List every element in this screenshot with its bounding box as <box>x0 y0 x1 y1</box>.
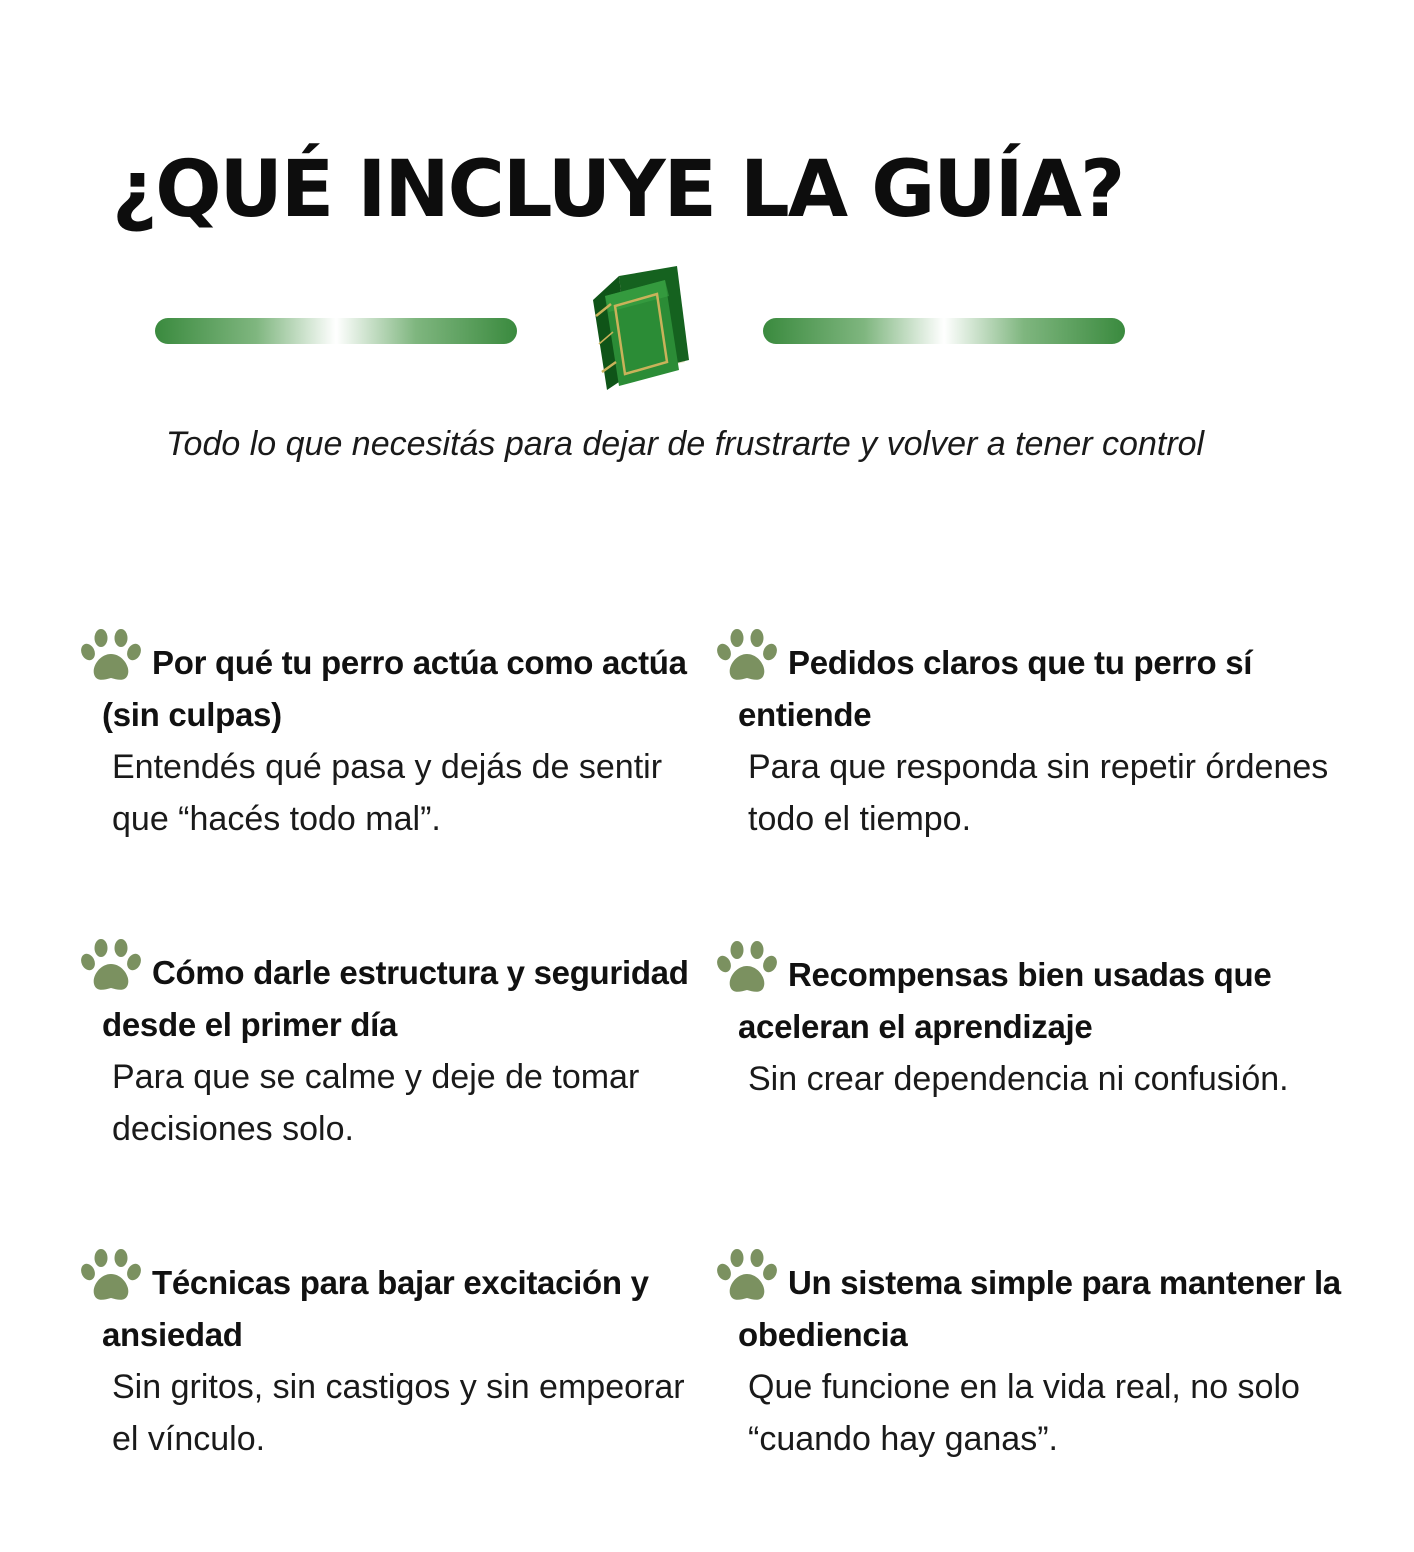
feature-body: Sin gritos, sin castigos y sin empeorar el vínculo. <box>112 1368 685 1458</box>
feature-item <box>738 628 1388 845</box>
feature-body: Para que se calme y deje de tomar decisiones solo. <box>112 1058 640 1148</box>
book-icon <box>585 266 691 392</box>
divider-bar-right <box>763 318 1125 344</box>
paw-print-icon <box>716 1248 778 1304</box>
feature-heading <box>102 1248 692 1361</box>
feature-item <box>738 940 1378 1105</box>
paw-print-icon <box>80 628 142 684</box>
feature-body: Que funcione en la vida real, no solo “cuando hay ganas”. <box>748 1368 1300 1458</box>
feature-heading <box>738 628 1388 741</box>
feature-heading-text: Por qué tu perro actúa como actúa (sin culpas) <box>102 644 687 733</box>
feature-body: Entendés qué pasa y dejás de sentir que “hacés todo mal”. <box>112 748 663 838</box>
feature-heading-text: Cómo darle estructura y seguridad desde el primer día <box>102 954 689 1043</box>
paw-print-icon <box>716 628 778 684</box>
divider-bar-left <box>155 318 517 344</box>
feature-heading-text: Un sistema simple para mantener la obediencia <box>738 1264 1341 1353</box>
feature-heading <box>102 938 692 1051</box>
feature-item <box>102 938 692 1155</box>
page-subtitle: Todo lo que necesitás para dejar de frustrarte y volver a tener control <box>165 425 1205 463</box>
paw-print-icon <box>80 1248 142 1304</box>
feature-heading-text: Pedidos claros que tu perro sí entiende <box>738 644 1253 733</box>
feature-item <box>738 1248 1378 1465</box>
feature-heading <box>738 940 1378 1053</box>
feature-body: Para que responda sin repetir órdenes todo el tiempo. <box>748 748 1329 838</box>
feature-heading <box>738 1248 1378 1361</box>
feature-body: Sin crear dependencia ni confusión. <box>748 1060 1289 1098</box>
paw-print-icon <box>80 938 142 994</box>
page-title: ¿QUÉ INCLUYE LA GUÍA? <box>112 145 1124 235</box>
feature-item <box>102 628 692 845</box>
feature-item <box>102 1248 692 1465</box>
feature-heading-text: Recompensas bien usadas que aceleran el aprendizaje <box>738 956 1272 1045</box>
feature-heading-text: Técnicas para bajar excitación y ansiedad <box>102 1264 649 1353</box>
paw-print-icon <box>716 940 778 996</box>
feature-heading <box>102 628 692 741</box>
